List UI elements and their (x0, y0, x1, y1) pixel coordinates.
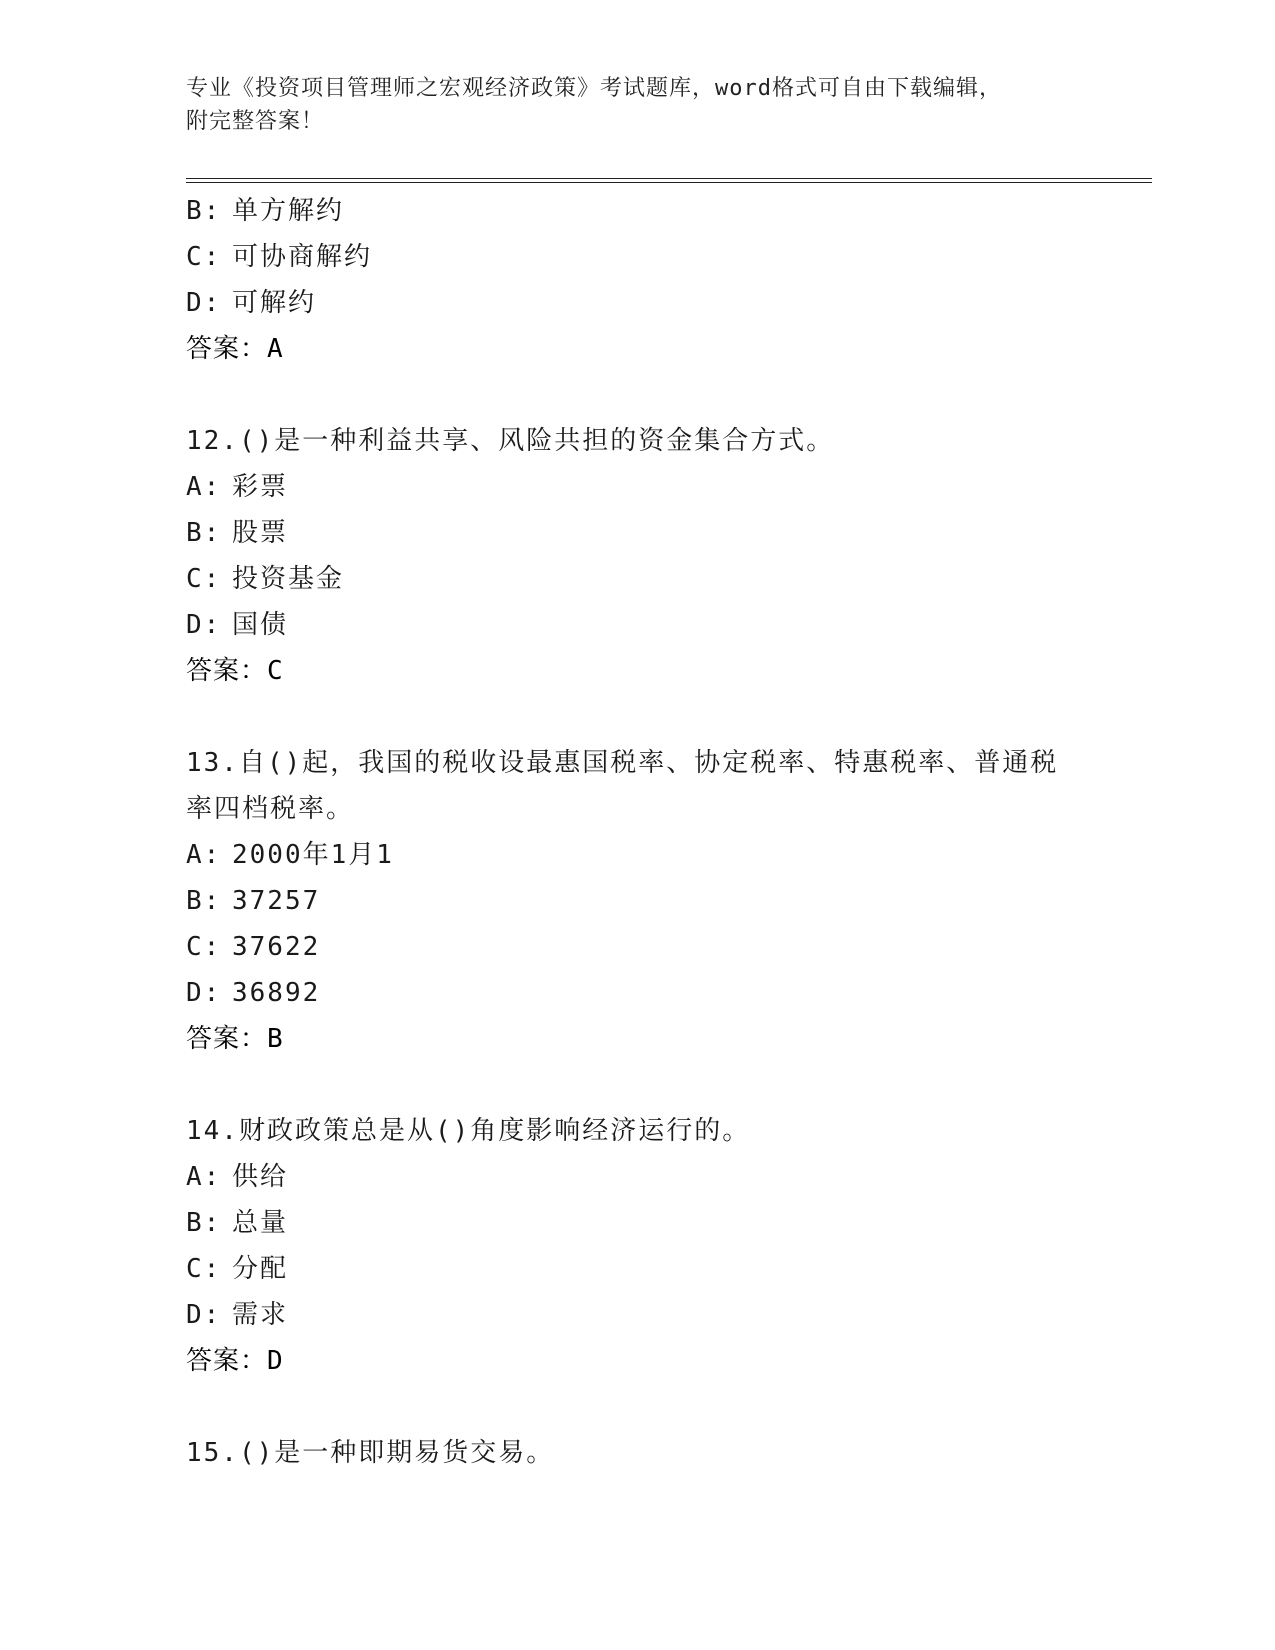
option-d (186, 970, 1086, 1016)
option-text: 供给 (232, 1162, 289, 1192)
header-line-1: 专业《投资项目管理师之宏观经济政策》考试题库，word格式可自由下载编辑， (186, 76, 1002, 101)
option-d (186, 1292, 1086, 1338)
option-a (186, 832, 1086, 878)
question-text-line-1: 13.自()起，我国的税收设最惠国税率、协定税率、特惠税率、普通税 (186, 748, 1059, 778)
option-text: 分配 (232, 1254, 289, 1284)
option-letter: B: (186, 1208, 222, 1238)
option-letter: C: (186, 564, 222, 594)
option-d (186, 602, 1086, 648)
option-text: 2000年1月1 (232, 840, 394, 870)
option-letter: B: (186, 518, 222, 548)
option-letter: D: (186, 1300, 222, 1330)
option-c (186, 234, 1086, 280)
option-c (186, 556, 1086, 602)
answer-value: B (267, 1024, 284, 1054)
option-text: 37257 (232, 886, 321, 916)
option-letter: B: (186, 196, 222, 226)
question-12 (186, 418, 1086, 694)
option-text: 单方解约 (232, 196, 345, 226)
answer-line (186, 326, 1086, 372)
option-text: 投资基金 (232, 564, 345, 594)
option-c (186, 924, 1086, 970)
option-a (186, 1154, 1086, 1200)
option-letter: D: (186, 978, 222, 1008)
option-b (186, 878, 1086, 924)
question-text: 14.财政政策总是从()角度影响经济运行的。 (186, 1116, 751, 1146)
question-11-tail (186, 188, 1086, 372)
question-13 (186, 740, 1086, 1062)
option-d (186, 280, 1086, 326)
option-text: 需求 (232, 1300, 289, 1330)
option-text: 国债 (232, 610, 289, 640)
answer-value: A (267, 334, 284, 364)
option-letter: A: (186, 472, 222, 502)
answer-value: D (267, 1346, 284, 1376)
question-text: 15.()是一种即期易货交易。 (186, 1438, 555, 1468)
question-text: 12.()是一种利益共享、风险共担的资金集合方式。 (186, 426, 835, 456)
question-list (186, 188, 1086, 1476)
option-letter: D: (186, 610, 222, 640)
option-a (186, 464, 1086, 510)
option-text: 股票 (232, 518, 289, 548)
question-text-line-2: 率四档税率。 (186, 794, 355, 824)
option-letter: C: (186, 242, 222, 272)
option-b (186, 510, 1086, 556)
header-divider-top (186, 178, 1152, 179)
option-text: 可解约 (232, 288, 317, 318)
option-b (186, 188, 1086, 234)
answer-line (186, 1338, 1086, 1384)
option-text: 37622 (232, 932, 321, 962)
option-letter: C: (186, 1254, 222, 1284)
option-letter: D: (186, 288, 222, 318)
option-text: 36892 (232, 978, 321, 1008)
option-letter: A: (186, 1162, 222, 1192)
header-divider-bottom (186, 182, 1152, 183)
spacer (186, 694, 1086, 740)
answer-label: 答案： (186, 334, 268, 364)
question-14 (186, 1108, 1086, 1384)
spacer (186, 372, 1086, 418)
option-c (186, 1246, 1086, 1292)
document-header (186, 72, 1086, 138)
spacer (186, 1062, 1086, 1108)
header-line-2: 附完整答案！ (186, 109, 325, 134)
answer-label: 答案： (186, 656, 268, 686)
answer-value: C (267, 656, 284, 686)
option-text: 可协商解约 (232, 242, 373, 272)
answer-label: 答案： (186, 1024, 268, 1054)
answer-line (186, 1016, 1086, 1062)
option-text: 总量 (232, 1208, 289, 1238)
answer-label: 答案： (186, 1346, 268, 1376)
question-15 (186, 1430, 1086, 1476)
option-letter: C: (186, 932, 222, 962)
option-letter: A: (186, 840, 222, 870)
option-text: 彩票 (232, 472, 289, 502)
option-b (186, 1200, 1086, 1246)
option-letter: B: (186, 886, 222, 916)
answer-line (186, 648, 1086, 694)
spacer (186, 1384, 1086, 1430)
